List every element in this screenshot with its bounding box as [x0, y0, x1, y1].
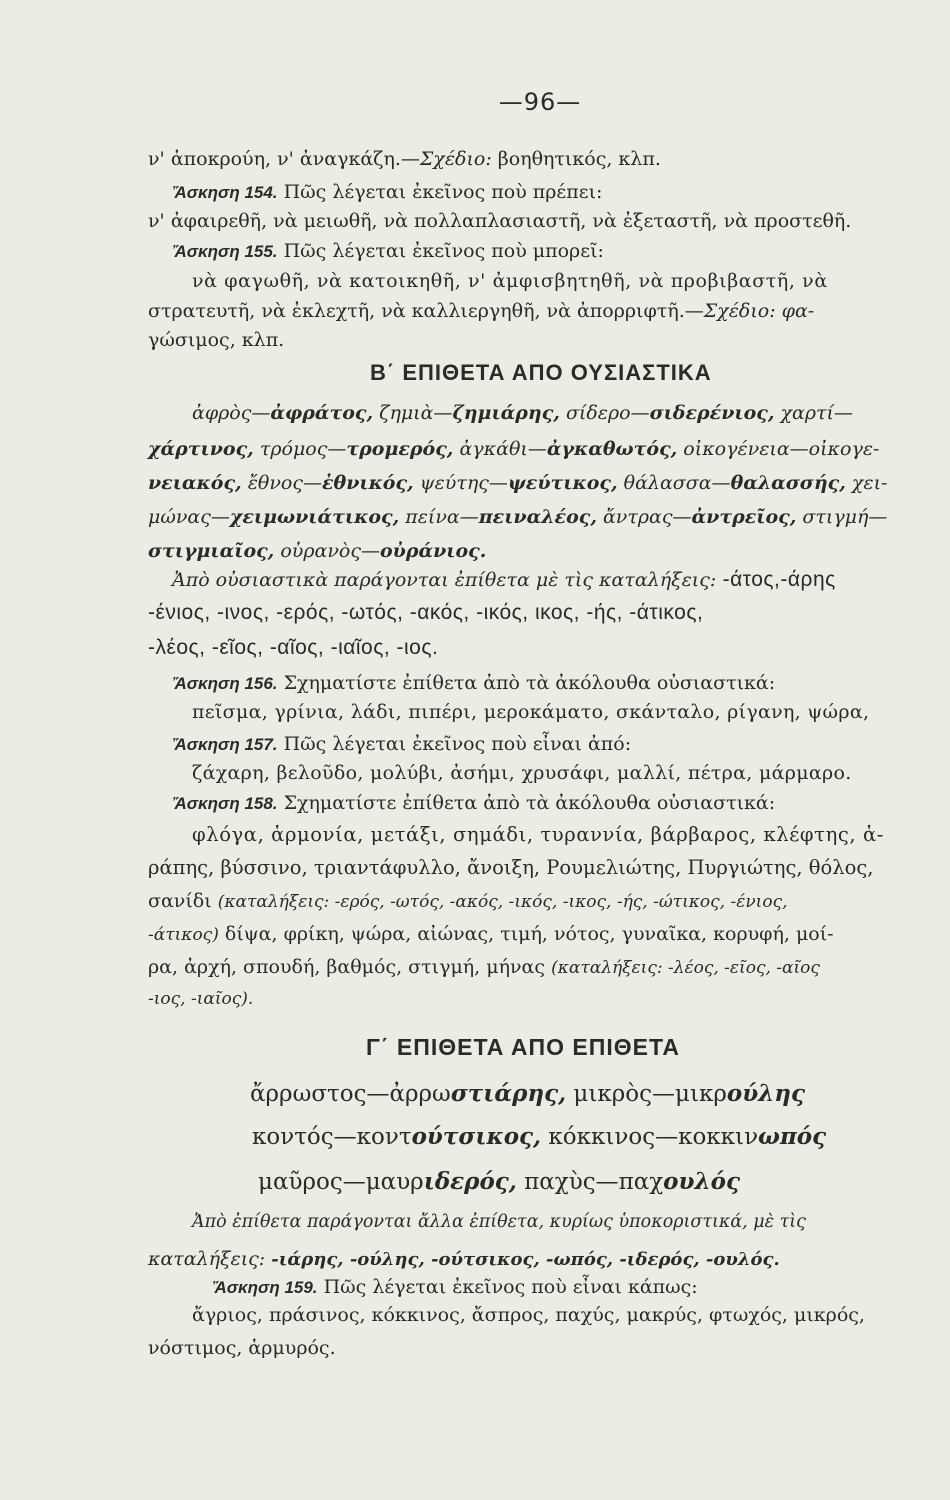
exercise-156-header: [172, 672, 775, 694]
word-xartinos: χάρτινος,: [148, 438, 254, 460]
word-tromeros: τρομερός,: [346, 438, 454, 460]
exercise-159-prompt: Πῶς λέγεται ἐκεῖνος ποὺ εἶναι κάπως:: [317, 1276, 698, 1298]
exercise-158-header: [172, 792, 775, 814]
exercise-158-line5: [148, 956, 820, 978]
word-pseftikos: ψεύτικος,: [507, 472, 618, 494]
section-c-rule-label: καταλήξεις:: [148, 1248, 272, 1270]
word-ouranos: οὐρανὸς—: [274, 540, 380, 562]
exercise-158-words-3: ρα, ἀρχή, σπουδή, βαθμός, στιγμή, μήνας: [148, 956, 552, 978]
word-ouranios: οὐράνιος.: [379, 540, 487, 562]
suffix-oulis: ούλης: [726, 1080, 806, 1107]
word-antreios: ἀντρεῖος,: [691, 506, 797, 528]
exercise-154-label: Ἄσκηση 154.: [172, 183, 278, 202]
section-c-line1: [250, 1080, 805, 1107]
suffix-outsikos: ούτσικος,: [411, 1123, 542, 1150]
word-kontos: κοντός—κοντ: [252, 1124, 412, 1150]
section-c-rule-line1: Ἀπὸ ἐπίθετα παράγονται ἄλλα ἐπίθετα, κυρίως ὑποκοριστικά, μὲ τὶς: [192, 1212, 806, 1232]
exercise-155-schedio: Σχέδιο: φα-: [703, 300, 815, 322]
exercise-158-words-2: δίψα, φρίκη, ψώρα, αἰώνας, τιμή, νότος, γυναῖκα, κορυφή, μοί-: [218, 923, 834, 945]
word-pseftis: ψεύτης—: [413, 472, 508, 494]
word-xarti: χαρτί—: [774, 402, 853, 424]
intro-text-a: ν' ἀποκρούη, ν' ἀναγκάζη.—: [148, 148, 420, 170]
exercise-158-suffixes-1: (καταλήξεις: -ερός, -ωτός, -ακός, -ικός, -ικος, -ής, -ώτικος, -ένιος,: [217, 892, 788, 912]
exercise-159-line2: νόστιμος, ἁρμυρός.: [148, 1337, 336, 1359]
word-oikogeneia: οἰκογένεια—οἰκογε-: [677, 438, 880, 460]
exercise-158-suffixes-3: (καταλήξεις: -λέος, -εῖος, -αῖος: [551, 958, 820, 978]
exercise-156-label: Ἄσκηση 156.: [172, 674, 278, 693]
word-xei: χει-: [845, 472, 888, 494]
suffix-ideros: ιδερός,: [423, 1168, 517, 1195]
word-oikogeneiakos: νειακός,: [148, 472, 242, 494]
exercise-159-line1: ἄγριος, πράσινος, κόκκινος, ἄσπρος, παχύς, μακρύς, φτωχός, μικρός,: [192, 1304, 865, 1326]
word-mavros: μαῦρος—μαυρ: [258, 1169, 424, 1195]
intro-schedio: Σχέδιο:: [419, 148, 492, 170]
section-c-line2: [252, 1123, 826, 1150]
exercise-154-prompt: Πῶς λέγεται ἐκεῖνος ποὺ πρέπει:: [277, 181, 603, 203]
exercise-154-header: [172, 181, 602, 203]
section-b-line4: [148, 506, 887, 528]
word-kokkinos: κόκκινος—κοκκιν: [541, 1124, 759, 1150]
exercise-158-line6: -ιος, -ιαῖος).: [148, 989, 254, 1009]
section-c-title: Γ΄ ΕΠΙΘΕΤΑ ΑΠΟ ΕΠΙΘΕΤΑ: [366, 1034, 680, 1060]
section-c-line3: [258, 1168, 740, 1195]
word-ethnikos: ἐθνικός,: [321, 472, 414, 494]
section-b-rule-line3: -λέος, -εῖος, -αῖος, -ιαῖος, -ιος.: [148, 636, 439, 659]
word-ximonas: μώνας—: [148, 506, 230, 528]
exercise-155-line2: [148, 300, 814, 322]
exercise-158-line4: [148, 923, 834, 945]
exercise-155-line3: γώσιμος, κλπ.: [148, 329, 285, 351]
exercise-157-items: ζάχαρη, βελοῦδο, μολύβι, ἀσήμι, χρυσάφι, μαλλί, πέτρα, μάρμαρο.: [192, 762, 852, 784]
exercise-159-header: [212, 1276, 698, 1298]
section-c-rule-suffixes: -ιάρης, -ούλης, -ούτσικος, -ωπός, -ιδερός, -ουλός.: [271, 1249, 780, 1270]
exercise-156-prompt: Σχηματίστε ἐπίθετα ἀπὸ τὰ ἀκόλουθα οὐσιαστικά:: [277, 672, 776, 694]
suffix-iaris: στιάρης,: [450, 1080, 567, 1107]
word-zimia: ζημιὰ—: [373, 402, 453, 424]
exercise-154-items: ν' ἀφαιρεθῆ, νὰ μειωθῆ, νὰ πολλαπλασιαστῆ, νὰ ἐξεταστῆ, νὰ προστεθῆ.: [148, 210, 852, 232]
page-number: —96—: [498, 88, 582, 116]
word-peina: πείνα—: [399, 506, 479, 528]
word-paxys: παχὺς—παχ: [516, 1169, 664, 1195]
word-afratos: ἀφράτος,: [270, 402, 374, 424]
intro-line: [148, 148, 661, 170]
exercise-158-line3: [148, 890, 788, 912]
word-stigmiaios: στιγμιαῖος,: [148, 540, 275, 562]
word-ximoniatikos: χειμωνιάτικος,: [229, 506, 400, 528]
exercise-155-label: Ἄσκηση 155.: [172, 242, 278, 261]
section-b-title: Β΄ ΕΠΙΘΕΤΑ ΑΠΟ ΟΥΣΙΑΣΤΙΚΑ: [370, 360, 712, 385]
section-b-rule-line2: -ένιος, -ινος, -ερός, -ωτός, -ακός, -ικός, ικος, -ής, -άτικος,: [148, 601, 704, 624]
suffix-opos: ωπός: [758, 1123, 827, 1150]
word-afros: ἀφρὸς—: [192, 402, 271, 424]
exercise-158-label: Ἄσκηση 158.: [172, 794, 278, 813]
section-b-rule-suffixes-1: -άτος,-άρης: [716, 568, 836, 591]
word-thalassis: θαλασσής,: [730, 472, 846, 494]
section-b-line3: [148, 472, 887, 494]
exercise-156-items: πεῖσμα, γρίνια, λάδι, πιπέρι, μεροκάματο, σκάνταλο, ρίγανη, ψώρα,: [192, 701, 870, 723]
exercise-158-suffixes-2: -άτικος): [148, 925, 219, 945]
word-mikros: μικρὸς—μικρ: [566, 1081, 727, 1107]
word-peinaleos: πειναλέος,: [478, 506, 597, 528]
word-stigmi: στιγμή—: [796, 506, 888, 528]
word-thalassa: θάλασσα—: [617, 472, 731, 494]
exercise-158-prompt: Σχηματίστε ἐπίθετα ἀπὸ τὰ ἀκόλουθα οὐσιαστικά:: [277, 792, 776, 814]
word-sidero: σίδερο—: [559, 402, 650, 424]
word-siderenios: σιδερένιος,: [649, 402, 775, 424]
word-arrostos: ἄρρωστος—ἀρρω: [250, 1081, 451, 1107]
word-agkathotos: ἀγκαθωτός,: [546, 438, 678, 460]
exercise-155-prompt: Πῶς λέγεται ἐκεῖνος ποὺ μπορεῖ:: [277, 240, 604, 262]
exercise-157-prompt: Πῶς λέγεται ἐκεῖνος ποὺ εἶναι ἀπό:: [277, 733, 632, 755]
section-b-line5: [148, 540, 486, 562]
suffix-oulos: ουλός: [663, 1168, 740, 1195]
exercise-155-header: [172, 240, 604, 262]
section-b-line2: [148, 438, 879, 460]
exercise-157-header: [172, 733, 631, 755]
word-antras: ἄντρας—: [596, 506, 692, 528]
section-b-rule-line1: [172, 568, 836, 592]
word-agkathi: ἀγκάθι—: [453, 438, 547, 460]
word-zimiaris: ζημιάρης,: [452, 402, 560, 424]
intro-text-c: βοηθητικός, κλπ.: [491, 148, 661, 170]
exercise-158-sanidi: σανίδι: [148, 890, 218, 912]
exercise-159-label: Ἄσκηση 159.: [212, 1278, 318, 1297]
exercise-158-line1: φλόγα, ἁρμονία, μετάξι, σημάδι, τυραννία, βάρβαρος, κλέφτης, ἁ-: [192, 823, 884, 846]
section-b-line1: [192, 402, 853, 424]
section-c-rule-line2: [148, 1248, 780, 1270]
exercise-155-line1: νὰ φαγωθῆ, νὰ κατοικηθῆ, ν' ἀμφισβητηθῆ, νὰ προβιβαστῆ, νὰ: [192, 270, 828, 292]
exercise-158-line2: ράπης, βύσσινο, τριαντάφυλλο, ἄνοιξη, Ρουμελιώτης, Πυργιώτης, θόλος,: [148, 856, 874, 879]
exercise-157-label: Ἄσκηση 157.: [172, 735, 278, 754]
exercise-155-line2-text: στρατευτῆ, νὰ ἐκλεχτῆ, νὰ καλλιεργηθῆ, νὰ ἀπορριφτῆ.—: [148, 300, 704, 322]
word-tromos: τρόμος—: [253, 438, 347, 460]
word-ethnos: ἔθνος—: [241, 472, 322, 494]
section-b-rule-text: Ἀπὸ οὐσιαστικὰ παράγονται ἐπίθετα μὲ τὶς καταλήξεις:: [172, 569, 717, 591]
